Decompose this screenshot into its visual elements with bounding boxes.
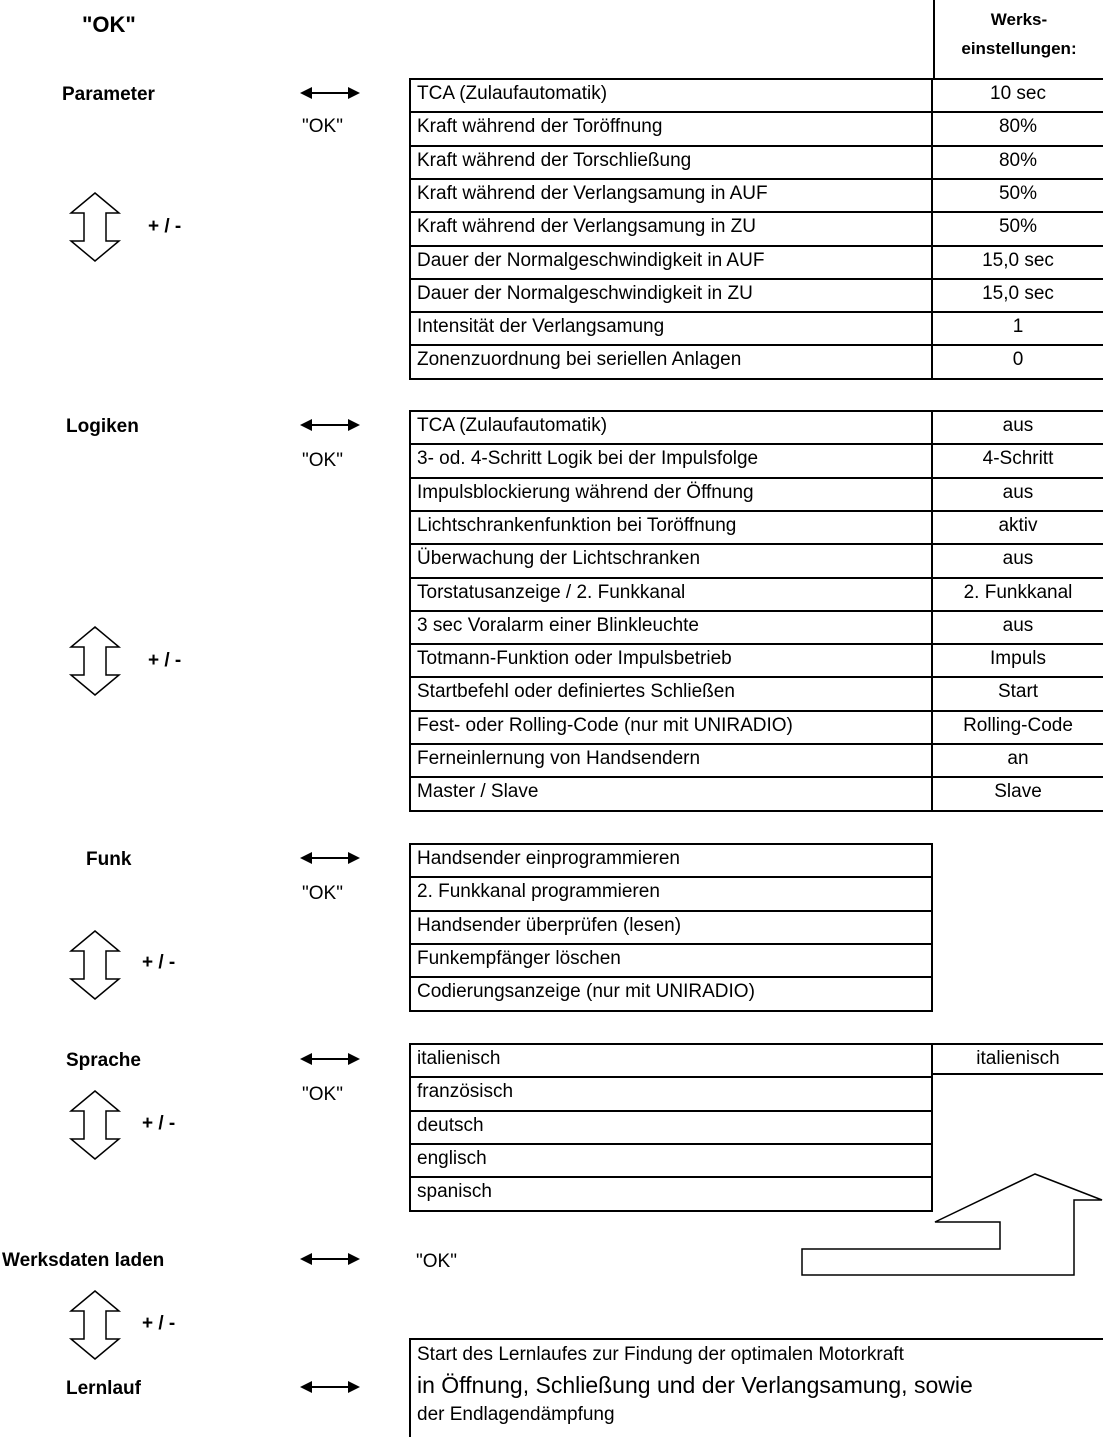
logiken-row-value: aus xyxy=(931,477,1103,512)
logiken-row-value: 2. Funkkanal xyxy=(931,577,1103,612)
up-down-outline-arrow-icon xyxy=(70,1090,120,1160)
parameter-row-name: Kraft während der Torschließung xyxy=(409,145,933,180)
funk-row-name: Funkempfänger löschen xyxy=(409,943,933,978)
left-right-arrow-icon xyxy=(300,1380,360,1394)
logiken-row-value: aktiv xyxy=(931,510,1103,545)
left-right-arrow-icon xyxy=(300,418,360,432)
ok-label-sprache: "OK" xyxy=(302,1084,343,1105)
top-ok-title: "OK" xyxy=(82,12,136,37)
parameter-row-name: Dauer der Normalgeschwindigkeit in ZU xyxy=(409,278,933,313)
plus-minus-logiken: + / - xyxy=(148,650,182,671)
ok-label-parameter: "OK" xyxy=(302,116,343,137)
plus-minus-sprache: + / - xyxy=(142,1113,176,1134)
header-line2: einstellungen: xyxy=(961,39,1077,58)
funk-row-name: Handsender einprogrammieren xyxy=(409,843,933,878)
logiken-row-name: Ferneinlernung von Handsendern xyxy=(409,743,933,778)
logiken-row-value: Slave xyxy=(931,776,1103,812)
left-right-arrow-icon xyxy=(300,1052,360,1066)
logiken-row-name: Überwachung der Lichtschranken xyxy=(409,543,933,579)
section-label-funk: Funk xyxy=(86,849,132,870)
parameter-row-name: TCA (Zulaufautomatik) xyxy=(409,78,933,113)
logiken-row-value: aus xyxy=(931,410,1103,445)
logiken-row-name: Torstatusanzeige / 2. Funkkanal xyxy=(409,577,933,612)
logiken-row-name: Totmann-Funktion oder Impulsbetrieb xyxy=(409,643,933,678)
section-label-sprache: Sprache xyxy=(66,1050,141,1071)
parameter-row-name: Zonenzuordnung bei seriellen Anlagen xyxy=(409,344,933,380)
logiken-row-name: Startbefehl oder definiertes Schließen xyxy=(409,676,933,712)
parameter-row-value: 15,0 sec xyxy=(931,245,1103,280)
logiken-row-name: Master / Slave xyxy=(409,776,933,812)
left-right-arrow-icon xyxy=(300,86,360,100)
parameter-row-value: 1 xyxy=(931,311,1103,346)
lernlauf-description xyxy=(409,1338,1103,1437)
section-label-lernlauf: Lernlauf xyxy=(66,1378,141,1399)
logiken-row-value: Impuls xyxy=(931,643,1103,678)
sprache-row-name: französisch xyxy=(409,1076,933,1112)
logiken-row-value: Rolling-Code xyxy=(931,710,1103,745)
logiken-row-name: 3- od. 4-Schritt Logik bei der Impulsfolge xyxy=(409,443,933,479)
funk-row-name: Codierungsanzeige (nur mit UNIRADIO) xyxy=(409,976,933,1012)
logiken-row-value: 4-Schritt xyxy=(931,443,1103,479)
logiken-row-name: Impulsblockierung während der Öffnung xyxy=(409,477,933,512)
parameter-row-name: Kraft während der Toröffnung xyxy=(409,111,933,147)
ok-label-funk: "OK" xyxy=(302,883,343,904)
plus-minus-funk: + / - xyxy=(142,952,176,973)
sprache-row-name: englisch xyxy=(409,1143,933,1178)
parameter-row-value: 15,0 sec xyxy=(931,278,1103,313)
sprache-row-name: deutsch xyxy=(409,1110,933,1145)
parameter-row-value: 50% xyxy=(931,211,1103,247)
plus-minus-werksdaten: + / - xyxy=(142,1313,176,1334)
section-label-werksdaten: Werksdaten laden xyxy=(2,1250,165,1271)
logiken-row-value: Start xyxy=(931,676,1103,712)
parameter-row-value: 10 sec xyxy=(931,78,1103,113)
lernlauf-line-3: der Endlagendämpfung xyxy=(417,1404,615,1425)
bent-up-arrow-icon xyxy=(800,1172,1103,1278)
logiken-row-name: TCA (Zulaufautomatik) xyxy=(409,410,933,445)
logiken-row-value: aus xyxy=(931,610,1103,645)
sprache-row-name: spanisch xyxy=(409,1176,933,1212)
ok-label-werksdaten: "OK" xyxy=(416,1251,457,1272)
parameter-row-name: Kraft während der Verlangsamung in ZU xyxy=(409,211,933,247)
up-down-outline-arrow-icon xyxy=(70,626,120,696)
logiken-row-name: Lichtschrankenfunktion bei Toröffnung xyxy=(409,510,933,545)
lernlauf-line-1: Start des Lernlaufes zur Findung der optimalen Motorkraft xyxy=(417,1344,904,1365)
parameter-row-value: 50% xyxy=(931,178,1103,213)
ok-label-logiken: "OK" xyxy=(302,450,343,471)
up-down-outline-arrow-icon xyxy=(70,1290,120,1360)
section-label-logiken: Logiken xyxy=(66,416,139,437)
funk-row-name: Handsender überprüfen (lesen) xyxy=(409,910,933,945)
factory-settings-header xyxy=(933,0,1103,78)
up-down-outline-arrow-icon xyxy=(70,192,120,262)
logiken-row-value: an xyxy=(931,743,1103,778)
sprache-row-name: italienisch xyxy=(409,1043,933,1078)
up-down-outline-arrow-icon xyxy=(70,930,120,1000)
logiken-row-name: 3 sec Voralarm einer Blinkleuchte xyxy=(409,610,933,645)
left-right-arrow-icon xyxy=(300,851,360,865)
logiken-row-value: aus xyxy=(931,543,1103,579)
parameter-row-name: Dauer der Normalgeschwindigkeit in AUF xyxy=(409,245,933,280)
parameter-row-name: Intensität der Verlangsamung xyxy=(409,311,933,346)
header-line1: Werks- xyxy=(990,10,1048,29)
parameter-row-name: Kraft während der Verlangsamung in AUF xyxy=(409,178,933,213)
parameter-row-value: 80% xyxy=(931,145,1103,180)
parameter-row-value: 0 xyxy=(931,344,1103,380)
plus-minus-parameter: + / - xyxy=(148,216,182,237)
sprache-default-value: italienisch xyxy=(931,1043,1103,1075)
funk-row-name: 2. Funkkanal programmieren xyxy=(409,876,933,912)
parameter-row-value: 80% xyxy=(931,111,1103,147)
left-right-arrow-icon xyxy=(300,1252,360,1266)
lernlauf-line-2: in Öffnung, Schließung und der Verlangsamung, sowie xyxy=(417,1372,973,1398)
logiken-row-name: Fest- oder Rolling-Code (nur mit UNIRADIO) xyxy=(409,710,933,745)
section-label-parameter: Parameter xyxy=(62,84,155,105)
